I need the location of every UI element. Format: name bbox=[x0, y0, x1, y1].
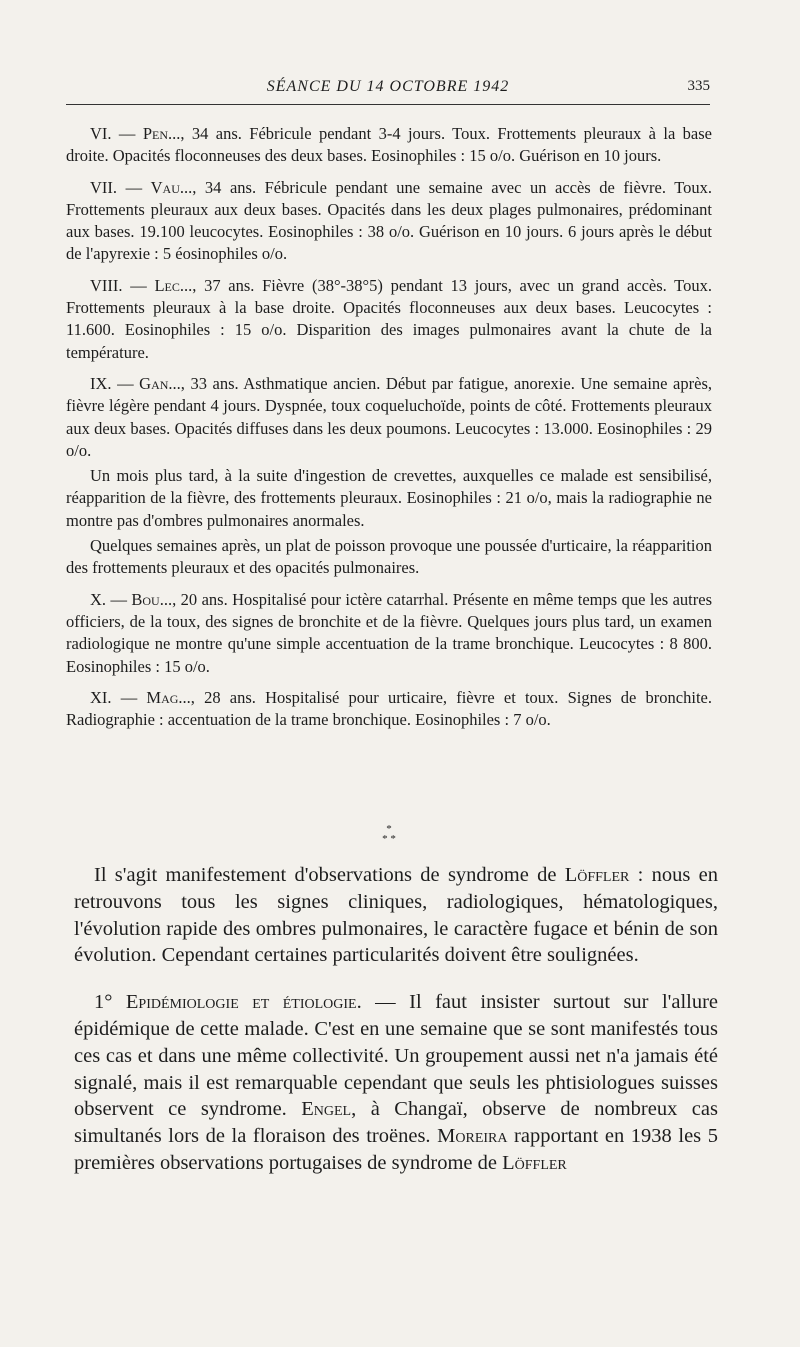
case-number: X. — bbox=[90, 589, 132, 609]
patient-name: Pen... bbox=[142, 124, 181, 143]
case-list bbox=[66, 123, 712, 740]
case-number: VIII. — bbox=[90, 275, 155, 295]
case-text: , 34 ans. Fébricule pendant une semaine avec un accès de fièvre. Toux. Frottements pleuraux aux deux bases. Opacités dans les deux plages pulmonaires, prédominant aux bases. 19.100 leucocytes. Eosinophiles : 38 o/o. Guérison en 10 jours. 6 jours après le début de l'apyrexie : 5 éosinophiles o/o. bbox=[66, 177, 713, 264]
patient-name: Mag... bbox=[146, 687, 191, 707]
discussion-paragraph-2 bbox=[74, 989, 718, 1177]
author-name: Engel bbox=[301, 1098, 352, 1121]
text-run: : nous en retrouvons tous les signes cliniques, radiologiques, hématologiques, l'évolution rapide des ombres pulmonaires, le caractère fugace et bénin de son évolution. Cependant certaines particularités doivent être soulignées. bbox=[74, 864, 718, 967]
section-separator bbox=[66, 824, 712, 844]
case-number: IX. — bbox=[90, 373, 140, 393]
case-text: , 20 ans. Hospitalisé pour ictère catarrhal. Présente en même temps que les autres officiers, de la toux, des signes de bronchite et de la fièvre. Quelques jours plus tard, un examen radiologique ne montre qu'une simple accentuation de la trame bronchique. Leucocytes : 8 800. Eosinophiles : 15 o/o. bbox=[66, 589, 712, 676]
author-name: Löffler bbox=[502, 1151, 567, 1174]
case-x bbox=[66, 589, 712, 678]
case-text: , 28 ans. Hospitalisé pour urticaire, fièvre et toux. Signes de bronchite. Radiographie : accentuation de la trame bronchique. Eosinophiles : 7 o/o. bbox=[66, 687, 712, 730]
case-number: VI. — bbox=[90, 124, 143, 143]
text-run: , à Changaï, observe de nombreux cas simultanés lors de la floraison des troënes. bbox=[74, 1098, 718, 1148]
case-ix-relapse: Un mois plus tard, à la suite d'ingestion de crevettes, auxquelles ce malade est sensibilisé, réapparition de la fièvre, des frottements pleuraux. Eosinophiles : 21 o/o, mais la radiographie ne montre pas d'ombres pulmonaires anormales. bbox=[66, 466, 712, 530]
asterisk-bottom: * * bbox=[382, 833, 396, 845]
page-number: 335 bbox=[687, 78, 710, 94]
case-number: XI. — bbox=[90, 687, 147, 707]
patient-name: Vau... bbox=[150, 177, 193, 197]
case-xi bbox=[66, 687, 712, 732]
section-heading: Epidémiologie et étiologie. bbox=[125, 991, 362, 1014]
case-number: VII. — bbox=[90, 177, 151, 197]
patient-name: Gan... bbox=[139, 373, 181, 393]
text-run: Il s'agit manifestement d'observations de syndrome de bbox=[94, 864, 565, 886]
patient-name: Lec... bbox=[154, 275, 193, 295]
asterisk-top: * bbox=[386, 823, 392, 835]
case-viii bbox=[66, 275, 712, 364]
header-title: SÉANCE DU 14 OCTOBRE 1942 bbox=[266, 78, 510, 95]
patient-name: Bou... bbox=[131, 589, 173, 609]
case-text: , 37 ans. Fièvre (38°-38°5) pendant 13 jours, avec un grand accès. Toux. Frottements pleuraux à la base droite. Opacités floconneuses aux deux bases. Leucocytes : 11.600. Eosinophiles : 15 o/o. Disparition des images pulmonaires avant la chute de la température. bbox=[66, 275, 712, 362]
case-text: , 34 ans. Fébricule pendant 3-4 jours. Toux. Frottements pleuraux à la base droite. Opacités floconneuses des deux bases. Eosinophiles : 15 o/o. Guérison en 10 jours. bbox=[66, 124, 712, 166]
text-run: rapportant en 1938 les 5 premières observations portugaises de syndrome de bbox=[74, 1125, 718, 1174]
case-text: , 33 ans. Asthmatique ancien. Début par fatigue, anorexie. Une semaine après, fièvre légère pendant 4 jours. Dyspnée, toux coqueluchoïde, points de côté. Frottements pleuraux aux deux bases. Opacités diffuses dans les deux poumons. Leucocytes : 13.000. Eosinophiles : 29 o/o. bbox=[66, 373, 712, 460]
discussion-paragraph-1 bbox=[74, 862, 718, 969]
author-name: Löffler bbox=[564, 864, 630, 886]
case-ix-second-relapse: Quelques semaines après, un plat de poisson provoque une poussée d'urticaire, la réapparition des frottements pleuraux et des opacités pulmonaires. bbox=[66, 536, 712, 578]
discussion-text bbox=[74, 862, 718, 1197]
case-ix bbox=[66, 373, 712, 462]
text-run: — Il faut insister surtout sur l'allure épidémique de cette malade. C'est en une semaine que se sont manifestés tous ces cas et dans une même collectivité. Un groupement aussi net n'a jamais été signalé, mais il est remarquable cependant que seuls les phtisiologues suisses observent ce syndrome. bbox=[74, 991, 719, 1121]
case-vi bbox=[66, 123, 712, 168]
running-header bbox=[66, 76, 710, 105]
author-name: Moreira bbox=[437, 1125, 508, 1148]
case-vii bbox=[66, 177, 712, 266]
section-number: 1° bbox=[94, 991, 126, 1014]
